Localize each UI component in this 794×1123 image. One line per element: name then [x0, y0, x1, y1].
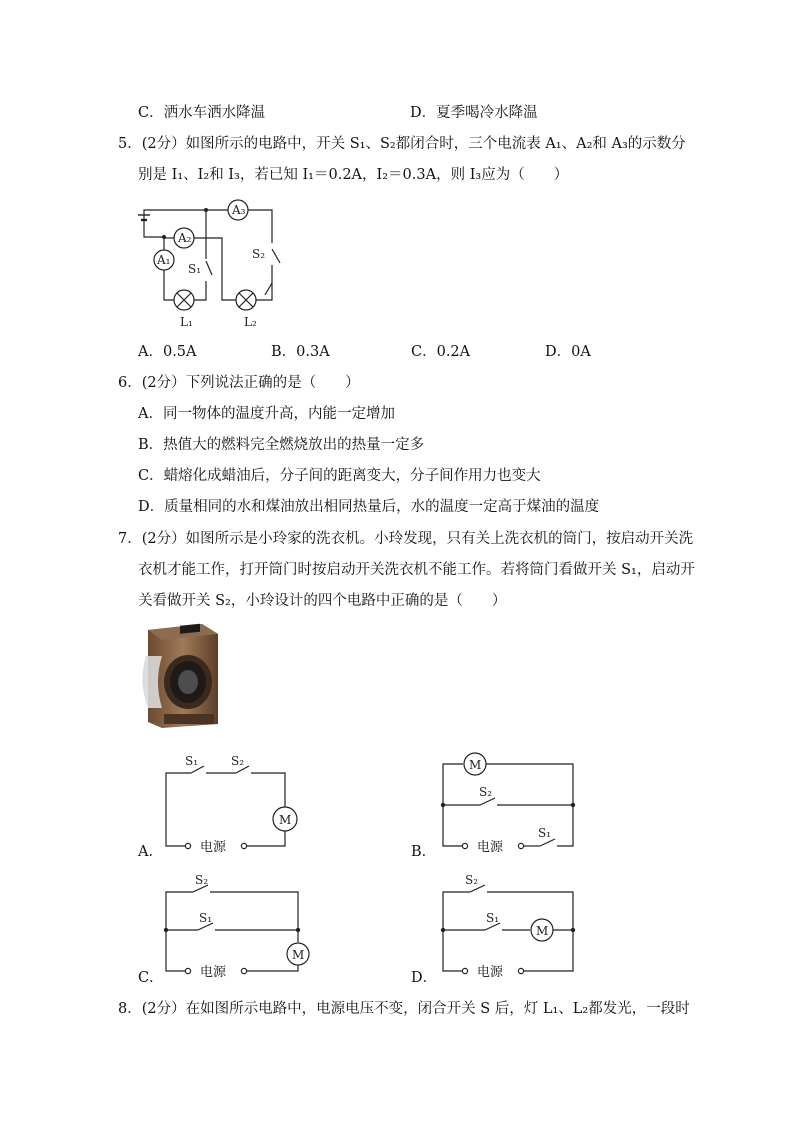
- q7-circuit-a: [158, 755, 303, 855]
- q7-stem-line1: 7．(2分）如图所示是小玲家的洗衣机。小玲发现，只有关上洗衣机的筒门，按启动开关洗: [118, 531, 694, 547]
- m-label: M: [279, 813, 292, 827]
- q7-circuit-b: [435, 752, 580, 855]
- m-label: M: [292, 948, 305, 962]
- l2-left-wire: [222, 280, 236, 300]
- washing-machine-image: [140, 622, 222, 730]
- q5-stem-line1: 5．(2分）如图所示的电路中，开关 S₁、S₂都闭合时，三个电流表 A₁、A₂和 A₃的示数分: [118, 136, 686, 152]
- a2-label: A₂: [178, 231, 192, 245]
- l1-right-wire: [194, 281, 206, 300]
- power-label: 电源: [200, 965, 227, 980]
- switch-s1: [540, 839, 555, 846]
- s2-label: S₂: [479, 785, 493, 799]
- q7-stem-line3: 关看做开关 S₂，小玲设计的四个电路中正确的是（ ）: [138, 593, 507, 609]
- switch-s1: [206, 261, 212, 275]
- s2-label: S₂: [465, 873, 479, 887]
- q5-stem-line2: 别是 I₁、I₂和 I₃，若已知 I₁＝0.2A，I₂＝0.3A，则 I₃应为（ ）: [138, 167, 569, 183]
- power-label: 电源: [200, 840, 227, 855]
- m-label: M: [469, 758, 482, 772]
- a3-right-wire: [248, 210, 272, 243]
- q7-circuit-d: [435, 872, 580, 982]
- q8-stem-line1: 8．(2分）在如图所示电路中，电源电压不变，闭合开关 S 后，灯 L₁、L₂都发光，一段时: [118, 1001, 690, 1017]
- q4-option-d: D．夏季喝冷水降温: [410, 105, 538, 121]
- power-label: 电源: [477, 965, 504, 980]
- q5-option-d: D．0A: [545, 344, 591, 360]
- a1-label: A₁: [157, 253, 171, 267]
- s1-label: S₁: [188, 262, 202, 276]
- a1-lower-wire: [164, 270, 174, 300]
- left-wire: [144, 221, 164, 250]
- l2-label: L₂: [244, 315, 257, 329]
- s1-label: S₁: [199, 911, 213, 925]
- q7-option-c: C．: [138, 970, 164, 986]
- s2-label: S₂: [231, 754, 245, 768]
- q4-option-c: C．洒水车洒水降温: [138, 105, 266, 121]
- q7-stem-line2: 衣机才能工作，打开筒门时按启动开关洗衣机不能工作。若将筒门看做开关 S₁，启动开: [138, 562, 695, 578]
- q6-option-d: D．质量相同的水和煤油放出相同热量后，水的温度一定高于煤油的温度: [138, 499, 600, 515]
- q7-option-b: B．: [411, 844, 437, 860]
- q6-option-b: B．热值大的燃料完全燃烧放出的热量一定多: [138, 437, 425, 453]
- q6-stem: 6．(2分）下列说法正确的是（ ）: [118, 375, 360, 391]
- a3-label: A₃: [232, 203, 246, 217]
- s1-label: S₁: [486, 911, 500, 925]
- q7-option-d: D．: [411, 970, 438, 986]
- power-label: 电源: [477, 840, 504, 855]
- q7-circuit-c: [158, 872, 303, 982]
- q7-option-a: A．: [138, 844, 163, 860]
- m-label: M: [536, 924, 549, 938]
- q5-option-c: C．0.2A: [411, 344, 471, 360]
- q6-option-a: A．同一物体的温度升高，内能一定增加: [138, 406, 395, 422]
- q5-option-b: B．0.3A: [271, 344, 330, 360]
- s1-label: S₁: [185, 754, 199, 768]
- s2-label: S₂: [195, 873, 209, 887]
- s2-lower-wire: [265, 265, 272, 295]
- q5-option-a: A．0.5A: [138, 344, 197, 360]
- switch-s2: [272, 249, 280, 263]
- s1-label: S₁: [538, 826, 552, 840]
- top-wire: [144, 210, 228, 215]
- l1-label: L₁: [180, 315, 193, 329]
- l2-right-wire: [256, 283, 272, 300]
- q5-circuit-diagram: [130, 195, 290, 335]
- s2-label: S₂: [252, 247, 266, 261]
- q6-option-c: C．蜡熔化成蜡油后，分子间的距离变大，分子间作用力也变大: [138, 468, 541, 484]
- switch-s2: [480, 798, 495, 805]
